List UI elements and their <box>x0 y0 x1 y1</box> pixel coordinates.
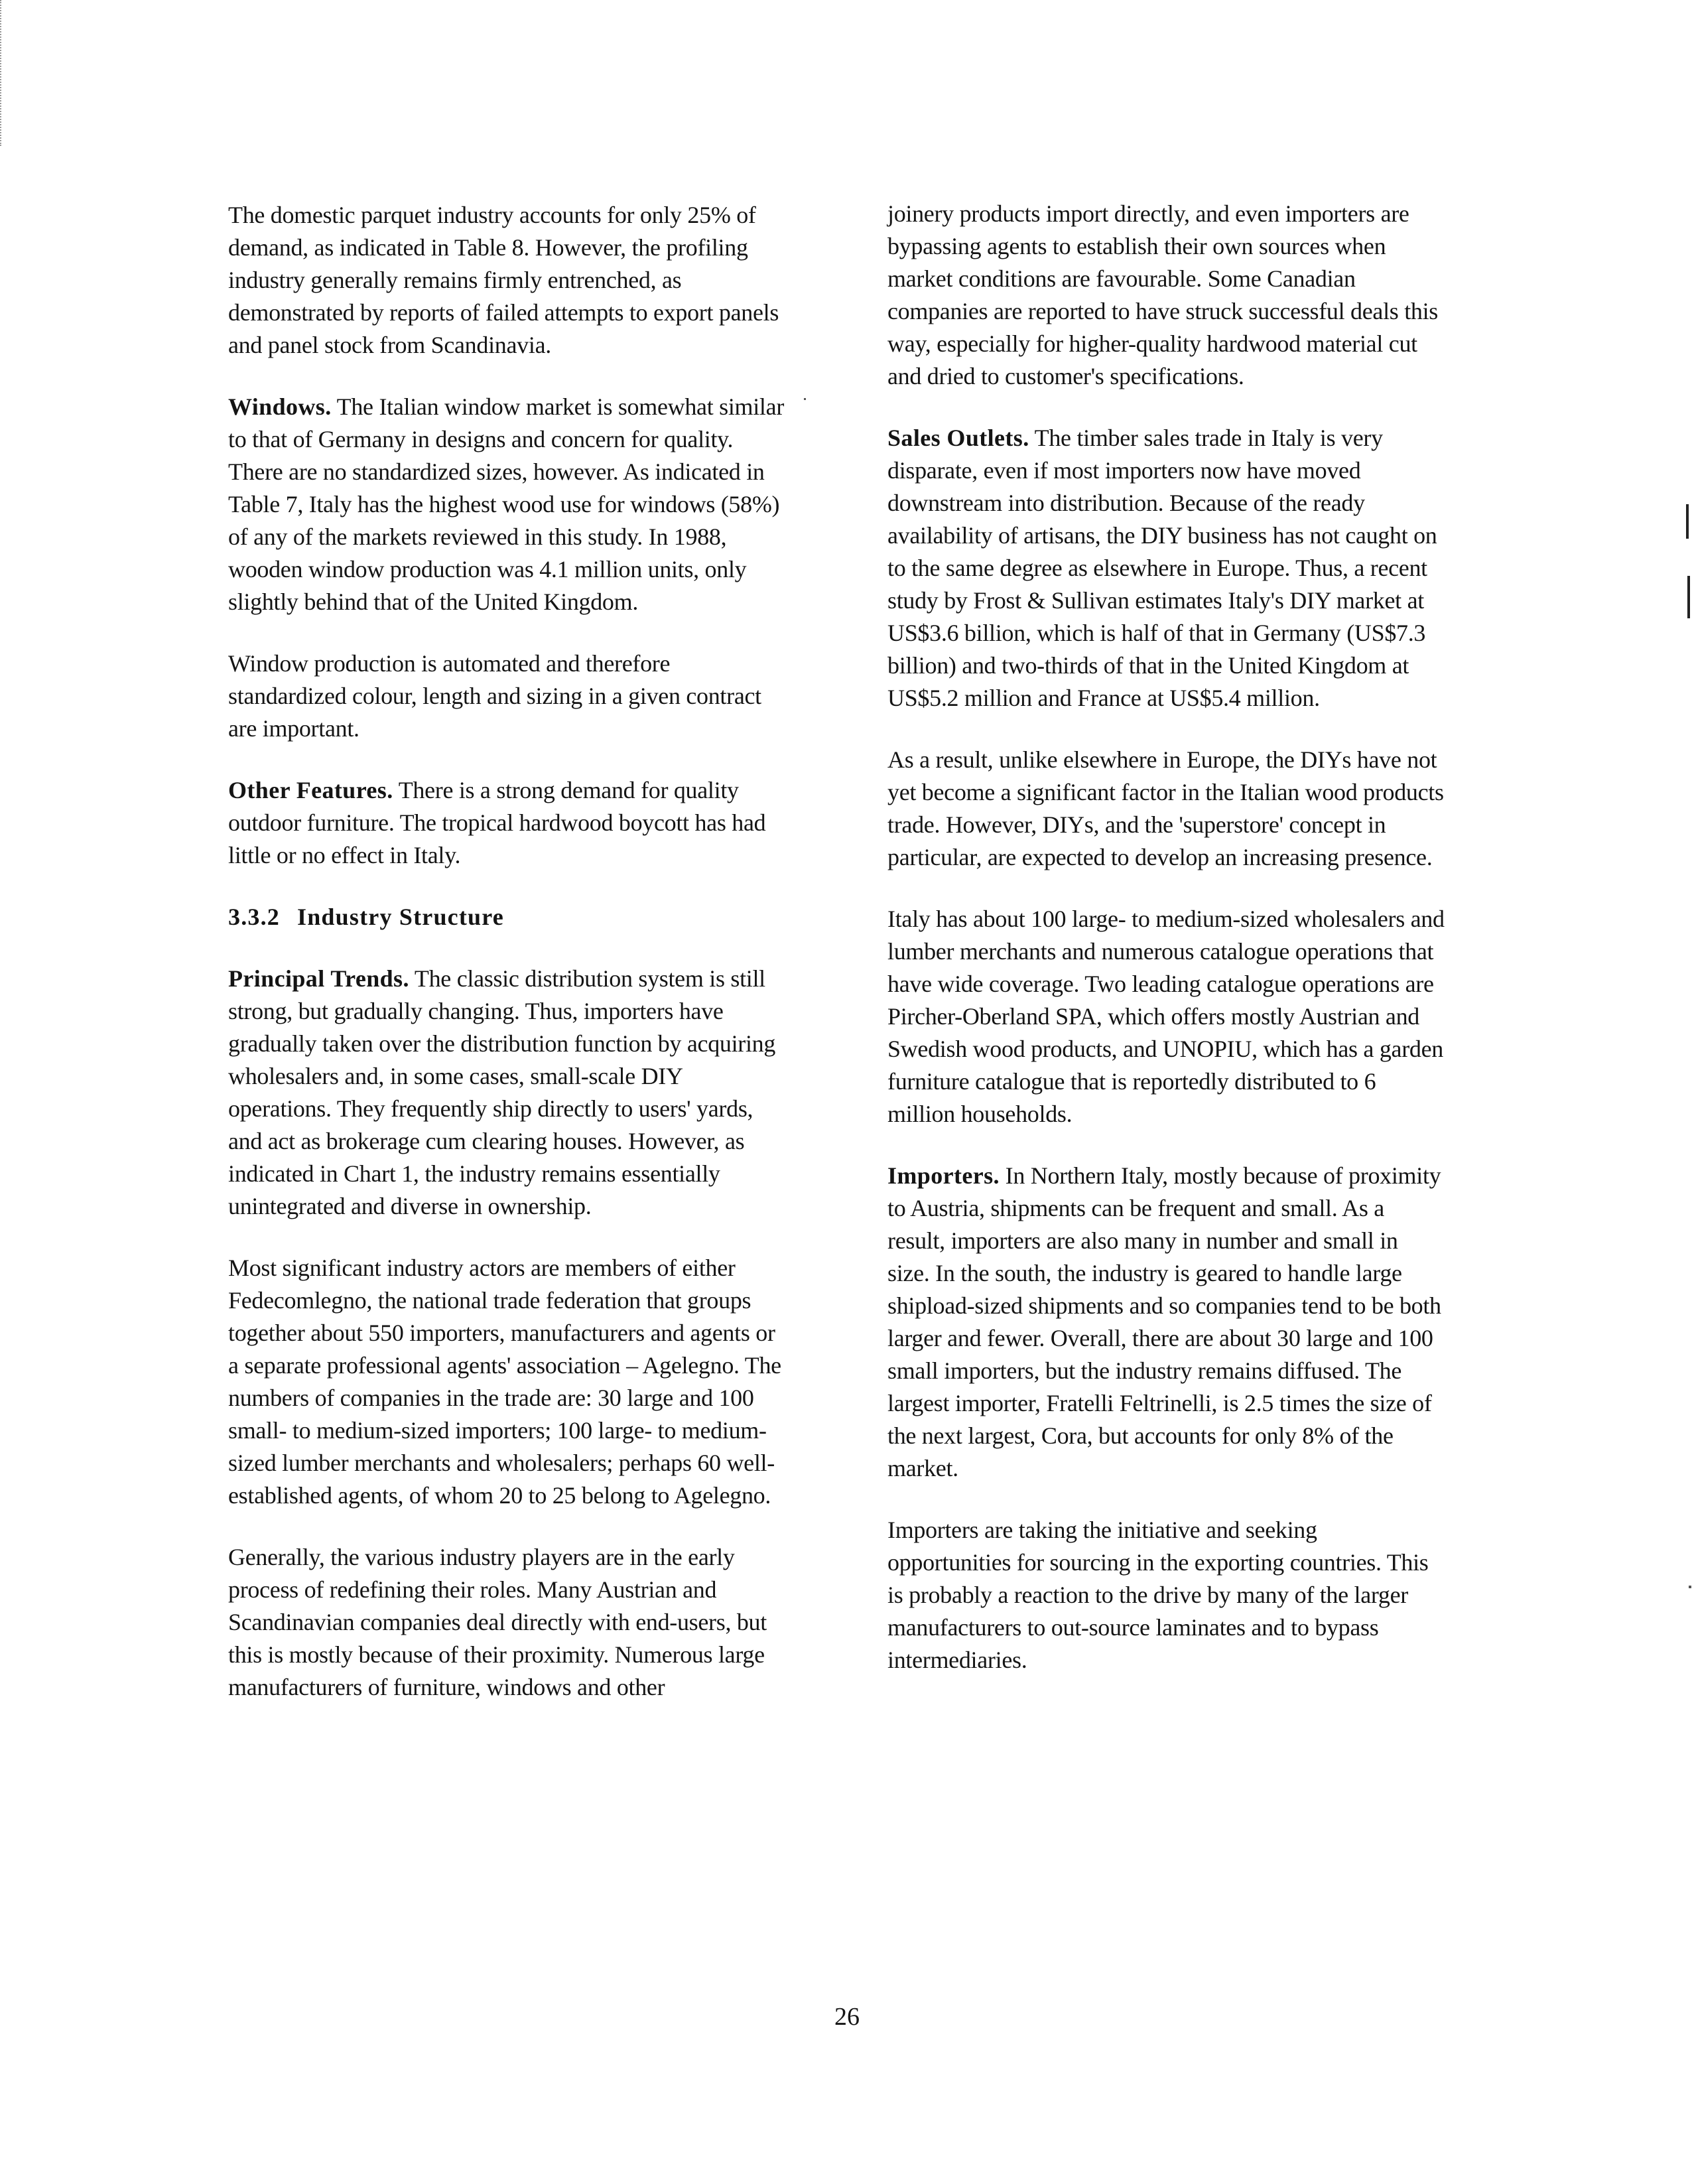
importers-heading: Importers. <box>887 1162 1000 1189</box>
paragraph-industry-players: Generally, the various industry players are in the early process of redefining their roles. Many Austrian and Scandinavian companies deal directly with end-users, but this is mostly because of their proximity. Numerous large manufacturers of furniture, windows and other <box>228 1544 767 1700</box>
paragraph-diy-result: As a result, unlike elsewhere in Europe, the DIYs have not yet become a significant factor in the Italian wood products trade. However, DIYs, and the 'superstore' concept in particular, are expected to develop an increasing presence. <box>887 746 1444 870</box>
sales-outlets-heading: Sales Outlets. <box>887 425 1029 451</box>
scan-bar-mark <box>1687 576 1690 618</box>
other-features-text: There is a strong demand for quality outdoor furniture. The tropical hardwood boycott has had little or no effect in Italy. <box>228 777 766 868</box>
principal-trends-heading: Principal Trends. <box>228 965 409 992</box>
other-features-heading: Other Features. <box>228 777 393 803</box>
right-column <box>887 198 1445 1706</box>
scan-speck <box>1689 1586 1691 1588</box>
paragraph-importers-initiative: Importers are taking the initiative and seeking opportunities for sourcing in the exporting countries. This is probably a reaction to the drive by many of the larger manufacturers to out-source laminates and to bypass intermediaries. <box>887 1517 1429 1673</box>
windows-text: The Italian window market is somewhat similar to that of Germany in designs and concern for quality. There are no standardized sizes, however. As indicated in Table 7, Italy has the highest wood use for windows (58%) of any of the markets reviewed in this study. In 1988, wooden window production was 4.1 million units, only slightly behind that of the United Kingdom. <box>228 393 785 615</box>
sales-outlets-text: The timber sales trade in Italy is very disparate, even if most importers now have moved downstream into distribution. Because of the ready availability of artisans, the DIY business has not caught on to the same degree as elsewhere in Europe. Thus, a recent study by Frost & Sullivan estimates Italy's DIY market at US$3.6 billion, which is half of that in Germany (US$7.3 billion) and two-thirds of that in the United Kingdom at US$5.2 million and France at US$5.4 million. <box>887 425 1437 711</box>
paragraph-sales-outlets <box>887 422 1445 715</box>
paragraph-wholesalers: Italy has about 100 large- to medium-sized wholesalers and lumber merchants and numerous catalogue operations that have wide coverage. Two leading catalogue operations are Pircher-Oberland SPA, which offers mostly Austrian and Swedish wood products, and UNOPIU, which has a garden furniture catalogue that is reportedly distributed to 6 million households. <box>887 906 1445 1127</box>
paragraph-windows <box>228 391 785 618</box>
paragraph-window-production: Window production is automated and therefore standardized colour, length and sizing in a given contract are important. <box>228 650 761 742</box>
paragraph-principal-trends <box>228 963 785 1223</box>
principal-trends-text: The classic distribution system is still strong, but gradually changing. Thus, importers have gradually taken over the distribution function by acquiring wholesalers and, in some cases, small-scale DIY operations. They frequently ship directly to users' yards, and act as brokerage cum clearing houses. However, as indicated in Chart 1, the industry remains essentially unintegrated and diverse in ownership. <box>228 965 776 1219</box>
section-number: 3.3.2 <box>228 904 280 930</box>
scan-speck <box>804 398 806 400</box>
paragraph-parquet: The domestic parquet industry accounts for only 25% of demand, as indicated in Table 8. However, the profiling industry generally remains firmly entrenched, as demonstrated by reports of failed attempts to export panels and panel stock from Scandinavia. <box>228 202 779 358</box>
paragraph-other-features <box>228 774 785 872</box>
scan-edge-mark <box>0 0 11 146</box>
scan-bar-mark <box>1686 504 1689 539</box>
paragraph-importers <box>887 1160 1445 1485</box>
section-title: Industry Structure <box>297 904 504 930</box>
section-heading <box>228 901 785 933</box>
page-number: 26 <box>834 2003 860 2031</box>
paragraph-industry-actors: Most significant industry actors are members of either Fedecomlegno, the national trade federation that groups together about 550 importers, manufacturers and agents or a separate professional agents' association – Agelegno. The numbers of companies in the trade are: 30 large and 100 small- to medium-sized importers; 100 large- to medium-sized lumber merchants and wholesalers; perhaps 60 well-established agents, of whom 20 to 25 belong to Agelegno. <box>228 1255 781 1509</box>
left-column <box>228 199 785 1733</box>
windows-heading: Windows. <box>228 393 332 420</box>
paragraph-joinery: joinery products import directly, and even importers are bypassing agents to establish their own sources when market conditions are favourable. Some Canadian companies are reported to have struck successful deals this way, especially for higher-quality hardwood material cut and dried to customer's specifications. <box>887 200 1439 389</box>
importers-text: In Northern Italy, mostly because of proximity to Austria, shipments can be frequent and small. As a result, importers are also many in number and small in size. In the south, the industry is geared to handle large shipload-sized shipments and so companies tend to be both larger and fewer. Overall, there are about 30 large and 100 small importers, but the industry remains diffused. The largest importer, Fratelli Feltrinelli, is 2.5 times the size of the next largest, Cora, but accounts for only 8% of the market. <box>887 1162 1441 1481</box>
